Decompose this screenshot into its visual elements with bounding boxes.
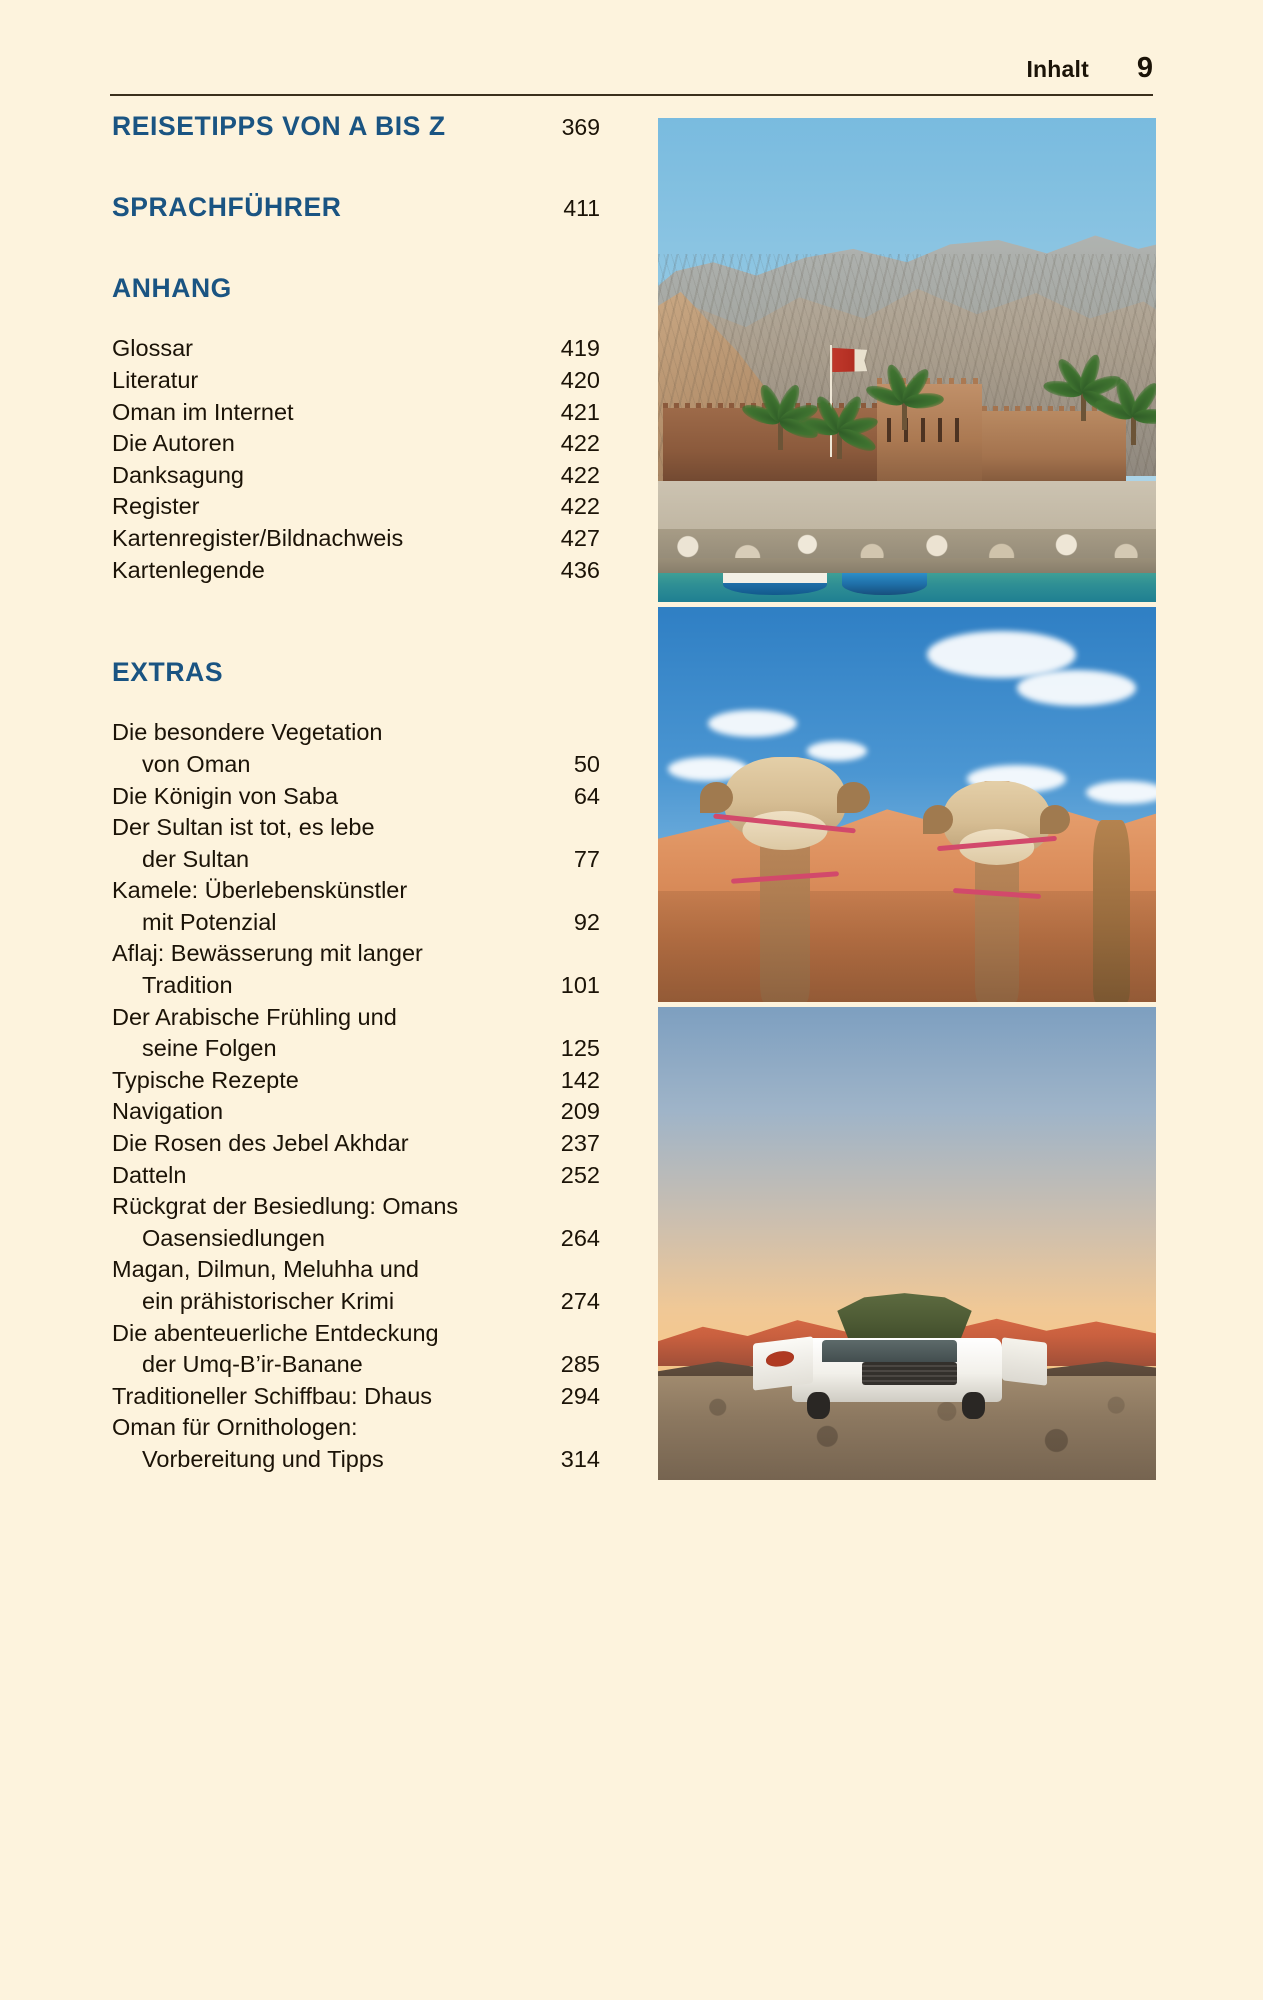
toc-entry-label: Oasensiedlungen [142,1224,325,1251]
suv-wheel [962,1392,985,1418]
palm-frond [1133,409,1156,424]
toc-entry-page: 422 [560,493,600,520]
toc-entry-page: 64 [573,782,600,809]
toc-entry-label: Glossar [112,335,193,362]
header-rule [110,94,1153,96]
toc-entry-label: Die Rosen des Jebel Akhdar [112,1130,409,1157]
white-boat [723,573,828,595]
toc-entry[interactable] [112,333,622,365]
toc-group-heading-extras: EXTRAS [112,657,224,688]
palm-tree [867,370,941,444]
toc-entry[interactable] [112,1033,622,1065]
toc-entry-label: Tradition [142,972,233,999]
toc-entry[interactable] [112,1444,622,1476]
toc-entry[interactable] [112,749,622,781]
toc-group-heading-anhang: ANHANG [112,273,232,304]
toc-entry-page: 436 [560,556,600,583]
suv-open-door-right [1002,1338,1047,1386]
toc-entry[interactable] [112,1160,622,1192]
toc-entry-page: 419 [560,335,600,362]
toc-entry-page: 252 [560,1161,600,1188]
toc-entry-label: ein prähistorischer Krimi [142,1288,395,1314]
toc-entry-list-extras [112,717,622,1475]
toc-entry-label: Navigation [112,1098,224,1125]
toc-major-page: 411 [563,195,600,222]
toc-entry-label: Der Arabische Frühling und [112,1003,397,1030]
suv-wheel [807,1392,830,1418]
toc-entry-page: 264 [560,1224,600,1251]
toc-entry-label: Traditioneller Schiffbau: Dhaus [112,1382,433,1409]
camels-dunes-photo [658,607,1156,1002]
toc-entry[interactable] [112,523,622,555]
toc-entry-label: Die Königin von Saba [112,782,339,809]
toc-group-anhang [112,274,622,586]
toc-entry[interactable] [112,1002,622,1034]
toc-entry-label: Aflaj: Bewässerung mit langer [112,940,423,967]
toc-entry[interactable] [112,1096,622,1128]
toc-entry[interactable] [112,1412,622,1444]
toc-entry-page: 77 [573,845,600,872]
toc-entry[interactable] [112,1381,622,1413]
toc-entry-label: Magan, Dilmun, Meluhha und [112,1256,419,1283]
toc-entry-label: Danksagung [112,461,244,488]
toc-major-page: 369 [561,114,600,140]
toc-entry-label: mit Potenzial [142,908,277,935]
toc-entry-page: 420 [560,367,600,394]
toc-entry[interactable] [112,397,622,429]
toc-entry-label: Rückgrat der Besiedlung: Omans [112,1193,459,1220]
blue-boat [842,573,927,595]
section-spacer [112,586,622,658]
toc-entry-page: 209 [560,1098,600,1125]
suv-open-door-left [753,1337,813,1392]
toc-entry-label: Oman im Internet [112,398,294,425]
toc-entry[interactable] [112,365,622,397]
running-head-title: Inhalt [1026,56,1089,82]
toc-entry-page: 274 [560,1288,600,1314]
toc-entry-label: von Oman [142,750,251,777]
toc-entry-label: Datteln [112,1161,187,1188]
toc-entry[interactable] [112,812,622,844]
running-head-page-number: 9 [1136,52,1153,84]
toc-entry-label: Die besondere Vegetation [112,719,383,746]
camel-ear [837,782,871,814]
door-logo [766,1350,793,1368]
toc-major-entry-reisetipps[interactable] [112,112,622,141]
toc-entry-label: der Umq-B’ir-Banane [142,1351,363,1378]
toc-entry[interactable] [112,717,622,749]
toc-entry-page: 427 [560,524,600,551]
toc-major-label: SPRACHFÜHRER [112,192,342,223]
toc-entry[interactable] [112,1286,622,1318]
toc-major-label: REISETIPPS VON A BIS Z [112,111,446,141]
palm-tree [1096,384,1156,458]
boat-hull [723,573,828,595]
toc-entry-page: 285 [560,1351,600,1378]
boat-hull [842,573,927,595]
toc-entry[interactable] [112,781,622,813]
toc-entry-page: 422 [560,461,600,488]
toc-entry[interactable] [112,875,622,907]
palm-tree [802,399,876,473]
camel-ear [923,805,953,834]
toc-entry-page: 142 [560,1066,600,1093]
toc-entry-page: 237 [560,1130,600,1157]
toc-entry-page: 421 [560,398,600,425]
toc-entry[interactable] [112,555,622,587]
toc-entry[interactable] [112,1128,622,1160]
suv-grille [862,1362,957,1386]
toc-entry-page: 101 [560,972,600,999]
running-head [110,52,1153,85]
toc-entry-label: Vorbereitung und Tipps [142,1445,384,1472]
toc-entry[interactable] [112,1065,622,1097]
toc-entry-page: 50 [573,750,600,777]
toc-entry[interactable] [112,491,622,523]
toc-entry-label: Die abenteuerliche Entdeckung [112,1319,439,1346]
toc-entry[interactable] [112,970,622,1002]
table-of-contents [112,112,622,1476]
camel-neck [1093,820,1130,1002]
toc-entry[interactable] [112,1349,622,1381]
toc-entry-page: 125 [560,1035,600,1062]
toc-entry-page: 294 [560,1382,600,1409]
toc-entry-label: Der Sultan ist tot, es lebe [112,814,375,841]
toc-entry-label: Kartenregister/Bildnachweis [112,524,404,551]
khasab-fort-harbour-photo [658,118,1156,602]
camel-background [1027,820,1156,1002]
camel-muzzle [742,811,827,850]
toc-entry[interactable] [112,1223,622,1255]
toc-entry[interactable] [112,938,622,970]
offroad-camp-sunset-photo [658,1007,1156,1480]
toc-entry-list-anhang [112,333,622,586]
toc-entry[interactable] [112,1254,622,1286]
toc-group-extras [112,658,622,1475]
oman-flag [832,348,867,372]
toc-entry-page: 92 [573,908,600,935]
toc-entry-label: Die Autoren [112,430,235,457]
toc-entry[interactable] [112,1191,622,1223]
toc-entry-label: Kartenlegende [112,556,265,583]
toc-entry[interactable] [112,907,622,939]
toc-major-entry-sprachfuehrer[interactable] [112,193,622,222]
cloud [1017,670,1137,706]
toc-entry-label: Register [112,493,200,520]
toc-entry[interactable] [112,844,622,876]
toc-entry-label: der Sultan [142,845,250,872]
toc-entry[interactable] [112,1318,622,1350]
suv-windshield [822,1340,956,1362]
camel-left [673,757,897,1002]
photo-column [658,118,1156,1480]
toc-entry-page: 314 [560,1445,600,1472]
toc-entry[interactable] [112,460,622,492]
toc-entry-label: Kamele: Überlebenskünstler [112,877,408,904]
toc-entry[interactable] [112,428,622,460]
toc-entry-page: 422 [560,430,600,457]
toc-entry-label: Oman für Ornithologen: [112,1414,358,1441]
toc-entry-label: Typische Rezepte [112,1066,299,1093]
toc-entry-label: Literatur [112,367,199,394]
toc-entry-label: seine Folgen [142,1035,277,1062]
